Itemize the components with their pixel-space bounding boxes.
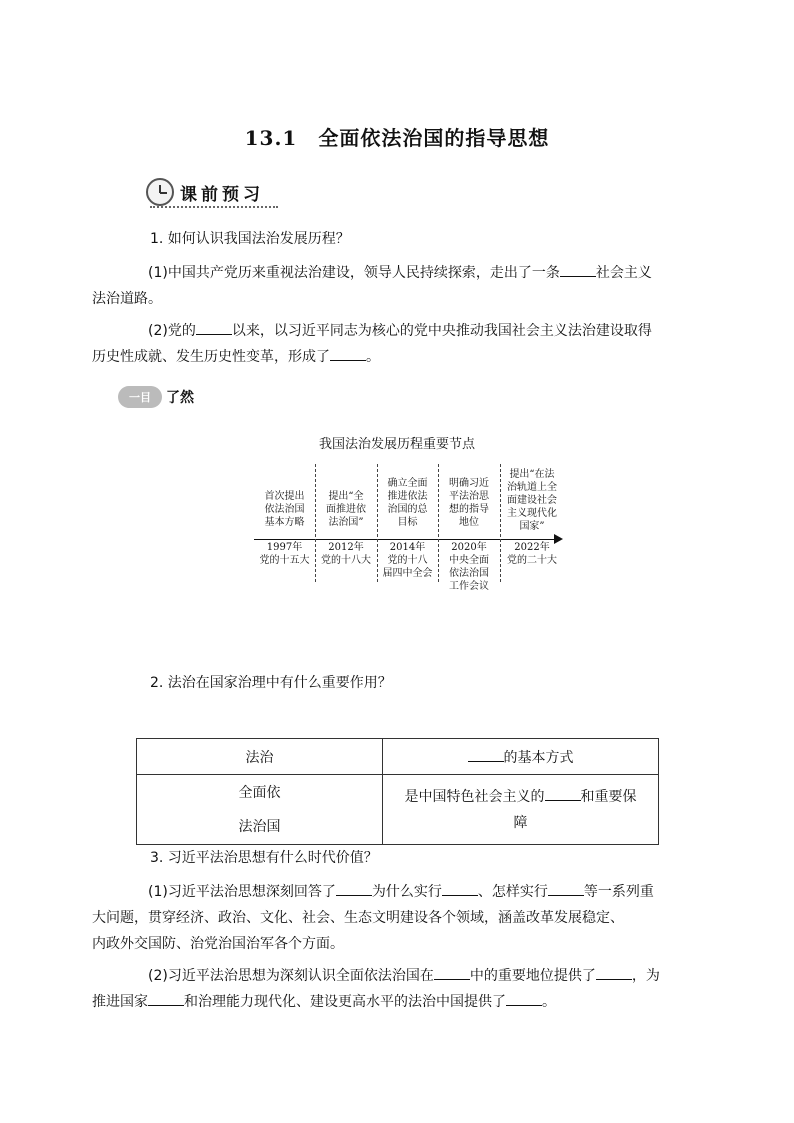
timeline-event-bottom — [500, 541, 564, 567]
fill-blank[interactable] — [442, 881, 478, 896]
event-year: 2020年 — [451, 542, 487, 553]
event-text: 届四中全会 — [382, 568, 433, 579]
text-segment: 以来，以习近平同志为核心的党中央推动我国社会主义法治建设取得 — [231, 323, 652, 339]
fill-blank[interactable] — [148, 991, 184, 1006]
fill-blank[interactable] — [196, 320, 232, 335]
section-label: 课前预习 — [180, 184, 264, 205]
event-year: 1997年 — [266, 542, 303, 553]
text-segment: 为什么实行 — [371, 884, 442, 900]
rule-of-law-table — [136, 738, 659, 845]
fill-blank[interactable] — [545, 786, 581, 801]
event-text: 提出“全 — [328, 491, 364, 502]
timeline-event-bottom — [438, 541, 500, 593]
text-segment: 障 — [513, 814, 528, 831]
timeline-event-top — [254, 490, 315, 529]
text-segment: 。 — [542, 994, 556, 1010]
event-text: 想的指导 — [449, 504, 489, 515]
q3-paragraph-1 — [92, 879, 675, 957]
section-underline — [150, 206, 278, 208]
event-text: 党的十八 — [387, 555, 428, 566]
event-text: 治轨道上全 — [507, 482, 557, 493]
text-segment: (2)党的 — [148, 323, 196, 339]
section-header-preview — [146, 178, 264, 206]
event-text: 依法治国 — [264, 504, 305, 515]
text-segment: 法治国 — [238, 818, 281, 835]
text-segment: 中的重要地位提供了 — [469, 968, 596, 984]
table-cell — [383, 775, 659, 845]
event-text: 基本方略 — [264, 517, 305, 528]
text-segment: 大问题，贯穿经济、政治、文化、社会、生态文明建设各个领域，涵盖改革发展稳定、 — [92, 910, 624, 926]
yimu-badge-icon — [118, 386, 162, 408]
timeline-event-top — [315, 490, 377, 529]
yimu-label: 了然 — [166, 390, 194, 406]
text-segment: 和重要保 — [580, 788, 637, 805]
timeline-event-top — [500, 468, 564, 533]
text-segment: ，为 — [631, 968, 660, 984]
timeline — [254, 464, 564, 592]
text-segment: 推进国家 — [92, 994, 148, 1010]
page-title: 13.1 全面依法治国的指导思想 — [244, 126, 550, 150]
event-text: 依法治国 — [449, 568, 489, 579]
event-text: 面推进依 — [326, 504, 366, 515]
event-text: 国家” — [519, 521, 545, 532]
fill-blank[interactable] — [336, 881, 372, 896]
text-segment: 社会主义 — [595, 265, 652, 281]
text-segment: 的基本方式 — [503, 749, 574, 766]
event-text: 法治国” — [328, 517, 364, 528]
q1-paragraph-2 — [92, 318, 675, 370]
event-text: 确立全面 — [387, 478, 428, 489]
clock-icon — [146, 178, 174, 206]
question-3: 3. 习近平法治思想有什么时代价值？ — [150, 850, 378, 866]
timeline-event-top — [438, 477, 500, 529]
fill-blank[interactable] — [434, 965, 470, 980]
text-segment: 。 — [366, 349, 380, 365]
event-text: 治国的总 — [387, 504, 428, 515]
text-segment: 全面依 — [238, 784, 281, 801]
event-text: 面建设社会 — [507, 495, 557, 506]
timeline-axis — [254, 539, 556, 540]
event-text: 提出“在法 — [509, 469, 555, 480]
event-year: 2022年 — [514, 542, 550, 553]
text-segment: 历史性成就、发生历史性变革，形成了 — [92, 349, 330, 365]
text-segment: (1)习近平法治思想深刻回答了 — [148, 884, 336, 900]
question-2: 2. 法治在国家治理中有什么重要作用？ — [150, 675, 392, 691]
table-row — [137, 739, 659, 775]
event-text: 主义现代化 — [507, 508, 557, 519]
event-text: 平法治思 — [449, 491, 489, 502]
table-cell — [137, 775, 383, 845]
table-cell: 法治 — [137, 739, 383, 775]
fill-blank[interactable] — [506, 991, 542, 1006]
fill-blank[interactable] — [560, 262, 596, 277]
text-segment: 和治理能力现代化、建设更高水平的法治中国提供了 — [184, 994, 506, 1010]
fill-blank[interactable] — [596, 965, 632, 980]
event-text: 明确习近 — [449, 478, 489, 489]
text-segment: 、怎样实行 — [477, 884, 548, 900]
text-segment: 法治道路。 — [92, 291, 162, 307]
timeline-event-top — [377, 477, 438, 529]
fill-blank[interactable] — [548, 881, 584, 896]
fill-blank[interactable] — [468, 747, 504, 762]
table-cell — [383, 739, 659, 775]
yimu-liaoran-header — [118, 386, 194, 408]
event-text: 目标 — [397, 517, 418, 528]
event-text: 工作会议 — [449, 581, 489, 592]
timeline-title: 我国法治发展历程重要节点 — [318, 437, 475, 452]
table-row — [137, 775, 659, 845]
event-text: 中央全面 — [449, 555, 489, 566]
fill-blank[interactable] — [330, 346, 366, 361]
event-text: 地位 — [459, 517, 479, 528]
text-segment: 内政外交国防、治党治国治军各个方面。 — [92, 936, 344, 952]
q1-paragraph-1 — [92, 260, 675, 312]
event-text: 党的二十大 — [507, 555, 557, 566]
event-text: 首次提出 — [264, 491, 305, 502]
timeline-event-bottom — [377, 541, 438, 580]
event-year: 2012年 — [328, 542, 364, 553]
timeline-event-bottom — [315, 541, 377, 567]
badge-text: 一目 — [129, 391, 151, 404]
question-1: 1. 如何认识我国法治发展历程？ — [150, 231, 350, 247]
text-segment: 等一系列重 — [583, 884, 654, 900]
text-segment: (2)习近平法治思想为深刻认识全面依法治国在 — [148, 968, 434, 984]
event-text: 党的十五大 — [259, 555, 310, 566]
timeline-event-bottom — [254, 541, 315, 567]
text-segment: (1)中国共产党历来重视法治建设，领导人民持续探索，走出了一条 — [148, 265, 560, 281]
event-year: 2014年 — [389, 542, 426, 553]
event-text: 推进依法 — [387, 491, 428, 502]
event-text: 党的十八大 — [321, 555, 371, 566]
q3-paragraph-2 — [92, 963, 675, 1015]
text-segment: 是中国特色社会主义的 — [404, 788, 545, 805]
